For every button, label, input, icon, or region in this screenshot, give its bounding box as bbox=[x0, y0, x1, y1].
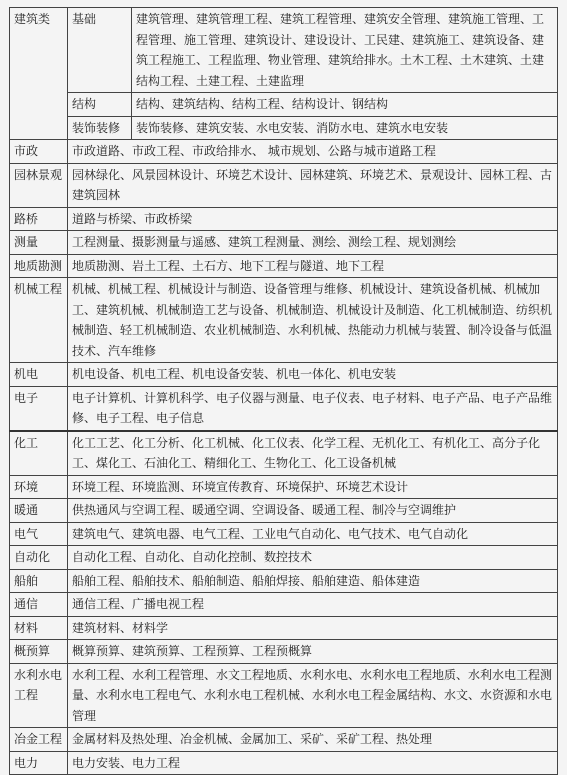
table-row bbox=[10, 93, 558, 117]
table-row bbox=[10, 640, 558, 664]
table-row bbox=[10, 140, 558, 164]
category-cell: 暖通 bbox=[10, 499, 68, 523]
table-row bbox=[10, 386, 558, 431]
majors-cell: 道路与桥梁、市政桥梁 bbox=[68, 207, 558, 231]
table-row bbox=[10, 8, 558, 93]
table-row bbox=[10, 116, 558, 140]
table-row bbox=[10, 522, 558, 546]
table-row bbox=[10, 499, 558, 523]
majors-table-container bbox=[9, 7, 558, 775]
table-row bbox=[10, 616, 558, 640]
majors-cell: 电力安装、电力工程 bbox=[68, 751, 558, 775]
table-body bbox=[10, 8, 558, 775]
category-cell: 通信 bbox=[10, 593, 68, 617]
category-cell: 机电 bbox=[10, 363, 68, 387]
majors-cell: 环境工程、环境监测、环境宣传教育、环境保护、环境艺术设计 bbox=[68, 475, 558, 499]
category-cell: 环境 bbox=[10, 475, 68, 499]
table-row bbox=[10, 207, 558, 231]
majors-cell: 供热通风与空调工程、暖通空调、空调设备、暖通工程、制冷与空调维护 bbox=[68, 499, 558, 523]
category-cell: 材料 bbox=[10, 616, 68, 640]
majors-cell: 市政道路、市政工程、市政给排水、 城市规划、公路与城市道路工程 bbox=[68, 140, 558, 164]
table-row bbox=[10, 231, 558, 255]
majors-cell: 概算预算、建筑预算、工程预算、工程预概算 bbox=[68, 640, 558, 664]
table-row bbox=[10, 569, 558, 593]
majors-cell: 自动化工程、自动化、自动化控制、数控技术 bbox=[68, 546, 558, 570]
table-row bbox=[10, 431, 558, 476]
table-row bbox=[10, 663, 558, 728]
majors-cell: 电子计算机、计算机科学、电子仪器与测量、电子仪表、电子材料、电子产品、电子产品维修、电子工程、电子信息 bbox=[68, 386, 558, 431]
category-cell: 市政 bbox=[10, 140, 68, 164]
majors-table bbox=[9, 7, 558, 775]
majors-cell: 建筑电气、建筑电器、电气工程、工业电气自动化、电气技术、电气自动化 bbox=[68, 522, 558, 546]
category-cell: 船舶 bbox=[10, 569, 68, 593]
majors-cell: 船舶工程、船舶技术、船舶制造、船舶焊接、船舶建造、船体建造 bbox=[68, 569, 558, 593]
majors-cell: 化工工艺、化工分析、化工机械、化工仪表、化学工程、无机化工、有机化工、高分子化工、煤化工、石油化工、精细化工、生物化工、化工设备机械 bbox=[68, 431, 558, 476]
majors-cell: 机械、机械工程、机械设计与制造、设备管理与维修、机械设计、建筑设备机械、机械加工、建筑机械、机械制造工艺与设备、机械制造、机械设计及制造、化工机械制造、纺织机械制造、轻工机械制造、农业机械制造、水利机械、热能动力机械与装置、制冷设备与低温技术、汽车维修 bbox=[68, 278, 558, 363]
category-cell: 概预算 bbox=[10, 640, 68, 664]
category-cell: 地质勘测 bbox=[10, 254, 68, 278]
majors-cell: 地质勘测、岩土工程、土石方、地下工程与隧道、地下工程 bbox=[68, 254, 558, 278]
category-cell: 园林景观 bbox=[10, 163, 68, 207]
category-cell: 自动化 bbox=[10, 546, 68, 570]
subcategory-cell: 结构 bbox=[68, 93, 132, 117]
majors-cell: 金属材料及热处理、冶金机械、金属加工、采矿、采矿工程、热处理 bbox=[68, 728, 558, 752]
category-cell: 电子 bbox=[10, 386, 68, 431]
majors-cell: 装饰装修、建筑安装、水电安装、消防水电、建筑水电安装 bbox=[132, 116, 558, 140]
table-row bbox=[10, 254, 558, 278]
majors-cell: 结构、建筑结构、结构工程、结构设计、钢结构 bbox=[132, 93, 558, 117]
majors-cell: 机电设备、机电工程、机电设备安装、机电一体化、机电安装 bbox=[68, 363, 558, 387]
category-cell: 建筑类 bbox=[10, 8, 68, 140]
table-row bbox=[10, 751, 558, 775]
subcategory-cell: 基础 bbox=[68, 8, 132, 93]
category-cell: 测量 bbox=[10, 231, 68, 255]
category-cell: 化工 bbox=[10, 431, 68, 476]
category-cell: 电力 bbox=[10, 751, 68, 775]
table-row bbox=[10, 593, 558, 617]
majors-cell: 建筑管理、建筑管理工程、建筑工程管理、建筑安全管理、建筑施工管理、工程管理、施工管理、建筑设计、建设设计、工民建、建筑施工、建筑设备、建筑工程施工、工程监理、物业管理、建筑给排水。土木工程、土木建筑、土建结构工程、土建工程、土建监理 bbox=[132, 8, 558, 93]
majors-cell: 水利工程、水利工程管理、水文工程地质、水利水电、水利水电工程地质、水利水电工程测 量、水利水电工程电气、水利水电工程机械、水利水电工程金属结构、水文、水资源和水电管理 bbox=[68, 663, 558, 728]
table-row bbox=[10, 278, 558, 363]
category-cell: 水利水电工程 bbox=[10, 663, 68, 728]
majors-cell: 园林绿化、风景园林设计、环境艺术设计、园林建筑、环境艺术、景观设计、园林工程、古建筑园林 bbox=[68, 163, 558, 207]
category-cell: 电气 bbox=[10, 522, 68, 546]
table-row bbox=[10, 546, 558, 570]
majors-cell: 工程测量、摄影测量与遥感、建筑工程测量、测绘、测绘工程、规划测绘 bbox=[68, 231, 558, 255]
table-row bbox=[10, 163, 558, 207]
category-cell: 冶金工程 bbox=[10, 728, 68, 752]
majors-cell: 通信工程、广播电视工程 bbox=[68, 593, 558, 617]
table-row bbox=[10, 728, 558, 752]
majors-cell: 建筑材料、材料学 bbox=[68, 616, 558, 640]
subcategory-cell: 装饰装修 bbox=[68, 116, 132, 140]
category-cell: 路桥 bbox=[10, 207, 68, 231]
table-row bbox=[10, 475, 558, 499]
category-cell: 机械工程 bbox=[10, 278, 68, 363]
table-row bbox=[10, 363, 558, 387]
